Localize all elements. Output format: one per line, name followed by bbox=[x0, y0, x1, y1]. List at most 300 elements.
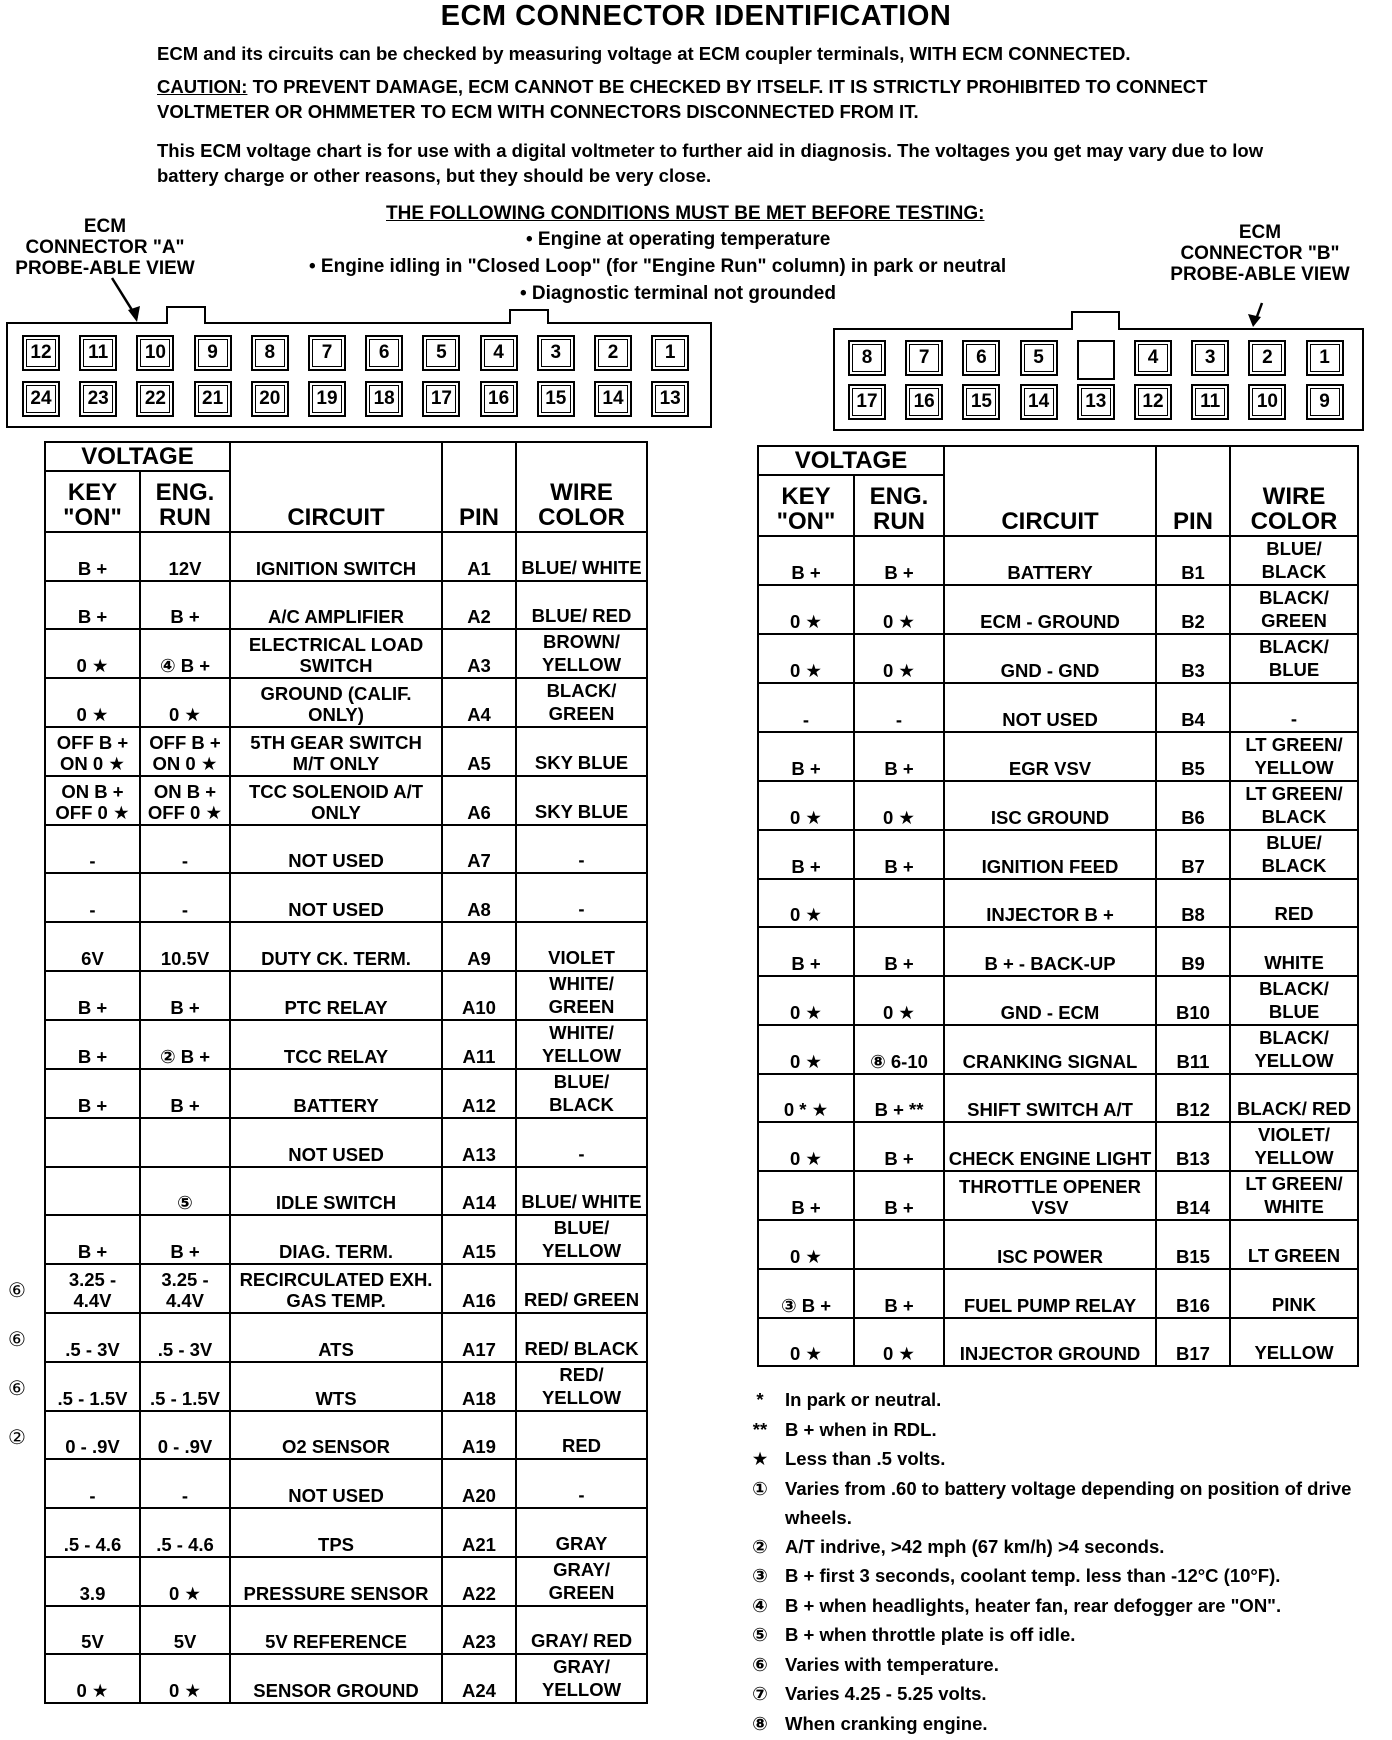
table-row bbox=[758, 1025, 1358, 1074]
cell-eng: B + bbox=[854, 1122, 944, 1171]
cell-key bbox=[45, 1118, 140, 1167]
cell-key: B + bbox=[758, 830, 854, 879]
table-row bbox=[758, 830, 1358, 879]
cell-eng: .5 - 4.6 bbox=[140, 1508, 230, 1557]
cell-key: - bbox=[45, 1459, 140, 1508]
cell-circuit: THROTTLE OPENER VSV bbox=[944, 1171, 1156, 1220]
pin-13 bbox=[1077, 384, 1115, 420]
cell-key: 0 - .9V bbox=[45, 1411, 140, 1460]
cell-key: OFF B + ON 0 ★ bbox=[45, 727, 140, 776]
cell-key: 0 ★ bbox=[45, 1654, 140, 1703]
cell-eng: - bbox=[140, 825, 230, 874]
cell-eng: 12V bbox=[140, 532, 230, 581]
cell-pin: A8 bbox=[442, 873, 516, 922]
pin-number: 12 bbox=[26, 339, 56, 367]
legend-symbol: ⑧ bbox=[752, 1712, 768, 1734]
cell-key: - bbox=[45, 873, 140, 922]
cell-pin: A2 bbox=[442, 581, 516, 630]
cell-eng: OFF B + ON 0 ★ bbox=[140, 727, 230, 776]
cell-eng: 5V bbox=[140, 1606, 230, 1655]
cell-pin: A3 bbox=[442, 629, 516, 678]
cell-pin: B10 bbox=[1156, 976, 1230, 1025]
cell-key: B + bbox=[45, 1020, 140, 1069]
cell-key: .5 - 4.6 bbox=[45, 1508, 140, 1557]
cell-eng: ⑧ 6-10 bbox=[854, 1025, 944, 1074]
cell-eng: .5 - 1.5V bbox=[140, 1362, 230, 1411]
cell-key: B + bbox=[45, 1215, 140, 1264]
cell-pin: A15 bbox=[442, 1215, 516, 1264]
legend-symbol: ★ bbox=[751, 1448, 769, 1469]
cell-circuit: 5TH GEAR SWITCH M/T ONLY bbox=[230, 727, 442, 776]
cell-wire: BLACK/ GREEN bbox=[516, 678, 647, 727]
cell-eng: B + bbox=[854, 830, 944, 879]
table-row bbox=[758, 732, 1358, 781]
legend-text: A/T indrive, >42 mph (67 km/h) >4 seconds. bbox=[785, 1535, 1165, 1557]
pin-number: 8 bbox=[255, 339, 285, 367]
label-line: CONNECTOR "B" bbox=[1180, 243, 1340, 264]
cell-pin: B9 bbox=[1156, 927, 1230, 976]
page-title: ECM CONNECTOR IDENTIFICATION bbox=[440, 0, 952, 32]
cell-pin: B15 bbox=[1156, 1220, 1230, 1269]
table-row bbox=[758, 1318, 1358, 1367]
cell-pin: A21 bbox=[442, 1508, 516, 1557]
table-row bbox=[45, 1167, 647, 1216]
cell-wire: BLUE/ BLACK bbox=[516, 1069, 647, 1118]
cell-circuit: DUTY CK. TERM. bbox=[230, 922, 442, 971]
cell-circuit: PTC RELAY bbox=[230, 971, 442, 1020]
cell-pin: A6 bbox=[442, 776, 516, 825]
cell-pin: A7 bbox=[442, 825, 516, 874]
table-row bbox=[45, 1654, 647, 1703]
cell-eng: ② B + bbox=[140, 1020, 230, 1069]
pin-12 bbox=[1134, 384, 1172, 420]
cell-key: 0 ★ bbox=[758, 1122, 854, 1171]
cell-pin: B5 bbox=[1156, 732, 1230, 781]
pin-number: 9 bbox=[198, 339, 228, 367]
cell-pin: B6 bbox=[1156, 781, 1230, 830]
pin-19 bbox=[308, 381, 346, 417]
cell-wire: BLACK/ GREEN bbox=[1230, 585, 1358, 634]
cell-key: 5V bbox=[45, 1606, 140, 1655]
cell-key: B + bbox=[45, 581, 140, 630]
table-row bbox=[45, 873, 647, 922]
connector-a-key bbox=[166, 306, 206, 324]
cell-wire: BROWN/ YELLOW bbox=[516, 629, 647, 678]
pin-number: 17 bbox=[852, 388, 882, 416]
pin-17 bbox=[422, 381, 460, 417]
pin-4 bbox=[1134, 340, 1172, 376]
cell-key: B + bbox=[45, 971, 140, 1020]
pin-number: 17 bbox=[426, 385, 456, 413]
wire-color-header: WIRE COLOR bbox=[516, 442, 647, 532]
cell-eng: B + bbox=[140, 1069, 230, 1118]
cell-circuit: B + - BACK-UP bbox=[944, 927, 1156, 976]
pin-number: 16 bbox=[484, 385, 514, 413]
cell-pin: A13 bbox=[442, 1118, 516, 1167]
cell-key: 0 ★ bbox=[758, 1220, 854, 1269]
pin-5 bbox=[1020, 340, 1058, 376]
footnote-ref: ② bbox=[8, 1427, 26, 1449]
pin-22 bbox=[136, 381, 174, 417]
key-on-header: KEY "ON" bbox=[758, 475, 854, 536]
pin-number: 20 bbox=[255, 385, 285, 413]
pin-21 bbox=[194, 381, 232, 417]
cell-key: 0 ★ bbox=[45, 678, 140, 727]
pin-number: 14 bbox=[1024, 388, 1054, 416]
legend-text: Varies 4.25 - 5.25 volts. bbox=[785, 1683, 987, 1704]
pin-number: 22 bbox=[140, 385, 170, 413]
cell-eng: 0 ★ bbox=[854, 781, 944, 830]
cell-wire: GRAY bbox=[516, 1508, 647, 1557]
cell-pin: A9 bbox=[442, 922, 516, 971]
table-row bbox=[45, 1215, 647, 1264]
pin-number: 11 bbox=[83, 339, 113, 367]
cell-wire: - bbox=[516, 825, 647, 874]
cell-wire: - bbox=[516, 1459, 647, 1508]
pin-number: 13 bbox=[655, 385, 685, 413]
table-row bbox=[758, 1269, 1358, 1318]
cell-wire: LT GREEN/ WHITE bbox=[1230, 1171, 1358, 1220]
cell-pin: A10 bbox=[442, 971, 516, 1020]
cell-circuit: EGR VSV bbox=[944, 732, 1156, 781]
cell-circuit: PRESSURE SENSOR bbox=[230, 1557, 442, 1606]
cell-pin: B14 bbox=[1156, 1171, 1230, 1220]
cell-key: B + bbox=[45, 1069, 140, 1118]
cell-circuit: INJECTOR B + bbox=[944, 879, 1156, 928]
eng-run-header: ENG. RUN bbox=[854, 475, 944, 536]
caution-body: TO PREVENT DAMAGE, ECM CANNOT BE CHECKED BY ITSELF. IT IS STRICTLY PROHIBITED TO CONNECT VOLTMETER OR OHMMETER TO ECM WITH CONNECTORS DISCONNECTED FROM IT. bbox=[157, 76, 1208, 122]
cell-wire: - bbox=[516, 1118, 647, 1167]
cell-key: - bbox=[758, 683, 854, 732]
pin-10 bbox=[136, 335, 174, 371]
cell-wire: RED/ BLACK bbox=[516, 1313, 647, 1362]
cell-circuit: ATS bbox=[230, 1313, 442, 1362]
cell-eng: B + bbox=[140, 971, 230, 1020]
pin-5 bbox=[422, 335, 460, 371]
pin-2 bbox=[594, 335, 632, 371]
cell-circuit: NOT USED bbox=[230, 1459, 442, 1508]
pin-3 bbox=[1191, 340, 1229, 376]
pin-number: 5 bbox=[426, 339, 456, 367]
pin-8 bbox=[251, 335, 289, 371]
legend-symbol: ② bbox=[752, 1535, 768, 1557]
pin-7 bbox=[905, 340, 943, 376]
legend-text: Less than .5 volts. bbox=[785, 1448, 946, 1469]
cell-pin: B16 bbox=[1156, 1269, 1230, 1318]
legend-text: B + when in RDL. bbox=[785, 1418, 937, 1440]
pin-18 bbox=[365, 381, 403, 417]
pin-16 bbox=[905, 384, 943, 420]
pin-2 bbox=[1248, 340, 1286, 376]
pin-number: 7 bbox=[909, 344, 939, 372]
legend bbox=[745, 1385, 1385, 1735]
cell-eng: B + bbox=[854, 1171, 944, 1220]
pin-number: 2 bbox=[598, 339, 628, 367]
cell-key: 0 ★ bbox=[758, 781, 854, 830]
legend-text: Varies from .60 to battery voltage depending on position of drive wheels. bbox=[785, 1477, 1352, 1528]
cell-circuit: SHIFT SWITCH A/T bbox=[944, 1074, 1156, 1123]
pin-number: 4 bbox=[484, 339, 514, 367]
cell-eng: B + bbox=[854, 1269, 944, 1318]
cell-circuit: IGNITION SWITCH bbox=[230, 532, 442, 581]
cell-wire: WHITE/ GREEN bbox=[516, 971, 647, 1020]
label-line: ECM bbox=[1238, 222, 1282, 243]
cell-circuit: NOT USED bbox=[230, 873, 442, 922]
cell-pin: A17 bbox=[442, 1313, 516, 1362]
table-row bbox=[45, 1459, 647, 1508]
table-row bbox=[758, 1171, 1358, 1220]
pin-1 bbox=[651, 335, 689, 371]
table-row bbox=[758, 683, 1358, 732]
table-row bbox=[45, 1069, 647, 1118]
cell-circuit: A/C AMPLIFIER bbox=[230, 581, 442, 630]
table-row bbox=[758, 927, 1358, 976]
connector-b-voltage-table bbox=[757, 445, 1359, 1367]
pin-number: 13 bbox=[1081, 388, 1111, 416]
pin-number: 21 bbox=[198, 385, 228, 413]
cell-circuit: NOT USED bbox=[230, 1118, 442, 1167]
cell-pin: B3 bbox=[1156, 634, 1230, 683]
cell-pin: A20 bbox=[442, 1459, 516, 1508]
cell-wire: YELLOW bbox=[1230, 1318, 1358, 1367]
cell-circuit: RECIRCULATED EXH. GAS TEMP. bbox=[230, 1264, 442, 1313]
cell-circuit: FUEL PUMP RELAY bbox=[944, 1269, 1156, 1318]
cell-wire: GRAY/ YELLOW bbox=[516, 1654, 647, 1703]
legend-symbol: ⑤ bbox=[752, 1624, 768, 1645]
cell-key: .5 - 1.5V bbox=[45, 1362, 140, 1411]
connector-a-voltage-table bbox=[44, 441, 648, 1704]
cell-circuit: IDLE SWITCH bbox=[230, 1167, 442, 1216]
pin-number: 7 bbox=[312, 339, 342, 367]
legend-symbol: ④ bbox=[752, 1594, 768, 1616]
table-row bbox=[758, 536, 1358, 585]
table-row bbox=[45, 825, 647, 874]
pin-13 bbox=[651, 381, 689, 417]
pin-number: 15 bbox=[541, 385, 571, 413]
cell-eng: B + bbox=[140, 581, 230, 630]
cell-wire: BLUE/ RED bbox=[516, 581, 647, 630]
cell-key: 0 ★ bbox=[758, 1318, 854, 1367]
table-row bbox=[45, 1118, 647, 1167]
pin-15 bbox=[962, 384, 1000, 420]
legend-symbol: ⑥ bbox=[752, 1653, 768, 1675]
cell-pin: B8 bbox=[1156, 879, 1230, 928]
pin-number: 15 bbox=[966, 388, 996, 416]
pin-number: 9 bbox=[1310, 388, 1340, 416]
cell-wire: SKY BLUE bbox=[516, 776, 647, 825]
cell-wire: BLACK/ RED bbox=[1230, 1074, 1358, 1123]
cell-eng: 0 ★ bbox=[140, 1654, 230, 1703]
pin-number: 18 bbox=[369, 385, 399, 413]
cell-wire: GRAY/ GREEN bbox=[516, 1557, 647, 1606]
cell-key: 0 * ★ bbox=[758, 1074, 854, 1123]
cell-key: 3.25 - 4.4V bbox=[45, 1264, 140, 1313]
cell-circuit: IGNITION FEED bbox=[944, 830, 1156, 879]
pin-number: 6 bbox=[966, 344, 996, 372]
legend-symbol: ⑦ bbox=[752, 1683, 768, 1704]
arrow-b-head bbox=[1248, 314, 1261, 327]
cell-key: 0 ★ bbox=[758, 879, 854, 928]
pin-number: 14 bbox=[598, 385, 628, 413]
cell-circuit: DIAG. TERM. bbox=[230, 1215, 442, 1264]
pin-number: 3 bbox=[1195, 344, 1225, 372]
cell-circuit: NOT USED bbox=[944, 683, 1156, 732]
table-row bbox=[758, 976, 1358, 1025]
cell-wire: BLUE/ BLACK bbox=[1230, 536, 1358, 585]
cell-circuit: O2 SENSOR bbox=[230, 1411, 442, 1460]
pin-11 bbox=[79, 335, 117, 371]
cell-circuit: SENSOR GROUND bbox=[230, 1654, 442, 1703]
cell-key: B + bbox=[45, 532, 140, 581]
table-row bbox=[45, 727, 647, 776]
pin-11 bbox=[1191, 384, 1229, 420]
cell-pin: B2 bbox=[1156, 585, 1230, 634]
table-row bbox=[758, 585, 1358, 634]
table-row bbox=[758, 634, 1358, 683]
pin-number: 8 bbox=[852, 344, 882, 372]
cell-wire: BLACK/ BLUE bbox=[1230, 634, 1358, 683]
legend-text: In park or neutral. bbox=[785, 1389, 942, 1410]
cell-circuit: BATTERY bbox=[944, 536, 1156, 585]
condition-item: • Engine at operating temperature bbox=[526, 229, 831, 250]
table-row bbox=[45, 971, 647, 1020]
pin-9 bbox=[194, 335, 232, 371]
cell-wire: BLUE/ WHITE bbox=[516, 1167, 647, 1216]
pin-7 bbox=[308, 335, 346, 371]
pin-number: 10 bbox=[140, 339, 170, 367]
cell-circuit: TPS bbox=[230, 1508, 442, 1557]
voltage-header: VOLTAGE bbox=[45, 442, 230, 471]
cell-pin: A1 bbox=[442, 532, 516, 581]
legend-text: Varies with temperature. bbox=[785, 1653, 999, 1675]
table-row bbox=[45, 1606, 647, 1655]
legend-text: B + first 3 seconds, coolant temp. less than -12°C (10°F). bbox=[785, 1565, 1281, 1586]
cell-eng: 0 - .9V bbox=[140, 1411, 230, 1460]
table-row bbox=[758, 879, 1358, 928]
condition-item: • Engine idling in "Closed Loop" (for "Engine Run" column) in park or neutral bbox=[309, 256, 1007, 277]
pin-23 bbox=[79, 381, 117, 417]
pin-24 bbox=[22, 381, 60, 417]
cell-pin: B11 bbox=[1156, 1025, 1230, 1074]
cell-circuit: 5V REFERENCE bbox=[230, 1606, 442, 1655]
cell-eng: B + bbox=[854, 732, 944, 781]
pin-number: 11 bbox=[1195, 388, 1225, 416]
cell-eng: .5 - 3V bbox=[140, 1313, 230, 1362]
pin-number: 10 bbox=[1252, 388, 1282, 416]
cell-key: B + bbox=[758, 536, 854, 585]
cell-wire: GRAY/ RED bbox=[516, 1606, 647, 1655]
cell-eng: 0 ★ bbox=[854, 976, 944, 1025]
table-row bbox=[758, 781, 1358, 830]
pin-number: 24 bbox=[26, 385, 56, 413]
cell-key: 6V bbox=[45, 922, 140, 971]
cell-eng: ④ B + bbox=[140, 629, 230, 678]
cell-pin: B13 bbox=[1156, 1122, 1230, 1171]
pin-10 bbox=[1248, 384, 1286, 420]
pin-number: 5 bbox=[1024, 344, 1054, 372]
cell-key: .5 - 3V bbox=[45, 1313, 140, 1362]
label-line: ECM bbox=[83, 216, 127, 237]
pin-slot-empty bbox=[1077, 340, 1115, 380]
cell-pin: A19 bbox=[442, 1411, 516, 1460]
pin-number: 4 bbox=[1138, 344, 1168, 372]
pin-number: 1 bbox=[655, 339, 685, 367]
cell-pin: A22 bbox=[442, 1557, 516, 1606]
cell-circuit: BATTERY bbox=[230, 1069, 442, 1118]
cell-pin: A11 bbox=[442, 1020, 516, 1069]
cell-wire: LT GREEN bbox=[1230, 1220, 1358, 1269]
cell-key: 0 ★ bbox=[758, 1025, 854, 1074]
pin-number: 16 bbox=[909, 388, 939, 416]
pin-4 bbox=[480, 335, 518, 371]
pin-number: 1 bbox=[1310, 344, 1340, 372]
cell-key: B + bbox=[758, 1171, 854, 1220]
table-row bbox=[45, 1020, 647, 1069]
table-row bbox=[758, 1122, 1358, 1171]
cell-circuit: ISC GROUND bbox=[944, 781, 1156, 830]
pin-number: 2 bbox=[1252, 344, 1282, 372]
cell-wire: VIOLET bbox=[516, 922, 647, 971]
cell-circuit: CRANKING SIGNAL bbox=[944, 1025, 1156, 1074]
cell-eng bbox=[854, 879, 944, 928]
cell-wire: WHITE bbox=[1230, 927, 1358, 976]
cell-wire: RED/ YELLOW bbox=[516, 1362, 647, 1411]
pin-12 bbox=[22, 335, 60, 371]
cell-eng: 3.25 - 4.4V bbox=[140, 1264, 230, 1313]
voltmeter-note: This ECM voltage chart is for use with a digital voltmeter to further aid in diagnosis. The voltages you get may vary due to low battery charge or other reasons, but they should be very close. bbox=[157, 140, 1264, 186]
cell-wire: BLACK/ BLUE bbox=[1230, 976, 1358, 1025]
cell-wire: LT GREEN/ YELLOW bbox=[1230, 732, 1358, 781]
legend-symbol: ① bbox=[752, 1477, 768, 1499]
cell-eng: 0 ★ bbox=[854, 634, 944, 683]
table-row bbox=[45, 678, 647, 727]
key-on-header: KEY "ON" bbox=[45, 471, 140, 532]
cell-pin: A12 bbox=[442, 1069, 516, 1118]
pin-16 bbox=[480, 381, 518, 417]
conditions-heading: THE FOLLOWING CONDITIONS MUST BE MET BEFORE TESTING: bbox=[386, 203, 985, 224]
pin-number: 12 bbox=[1138, 388, 1168, 416]
cell-wire: BLACK/ YELLOW bbox=[1230, 1025, 1358, 1074]
table-row bbox=[45, 1362, 647, 1411]
cell-circuit: TCC RELAY bbox=[230, 1020, 442, 1069]
table-row bbox=[758, 1074, 1358, 1123]
voltage-header: VOLTAGE bbox=[758, 446, 944, 475]
cell-eng: 10.5V bbox=[140, 922, 230, 971]
cell-pin: A24 bbox=[442, 1654, 516, 1703]
cell-circuit: CHECK ENGINE LIGHT bbox=[944, 1122, 1156, 1171]
cell-wire: - bbox=[1230, 683, 1358, 732]
table-row bbox=[45, 922, 647, 971]
legend-symbol: ③ bbox=[752, 1565, 768, 1586]
cell-eng: - bbox=[140, 873, 230, 922]
cell-key: 0 ★ bbox=[758, 634, 854, 683]
cell-wire: PINK bbox=[1230, 1269, 1358, 1318]
cell-pin: A14 bbox=[442, 1167, 516, 1216]
cell-circuit: TCC SOLENOID A/T ONLY bbox=[230, 776, 442, 825]
cell-circuit: ELECTRICAL LOAD SWITCH bbox=[230, 629, 442, 678]
cell-eng: B + bbox=[140, 1215, 230, 1264]
cell-wire: BLUE/ WHITE bbox=[516, 532, 647, 581]
condition-item: • Diagnostic terminal not grounded bbox=[520, 283, 836, 304]
cell-pin: B1 bbox=[1156, 536, 1230, 585]
pin-6 bbox=[962, 340, 1000, 376]
cell-pin: A23 bbox=[442, 1606, 516, 1655]
pin-6 bbox=[365, 335, 403, 371]
legend-symbol: * bbox=[756, 1389, 764, 1410]
cell-key: 3.9 bbox=[45, 1557, 140, 1606]
cell-eng bbox=[854, 1220, 944, 1269]
pin-17 bbox=[848, 384, 886, 420]
